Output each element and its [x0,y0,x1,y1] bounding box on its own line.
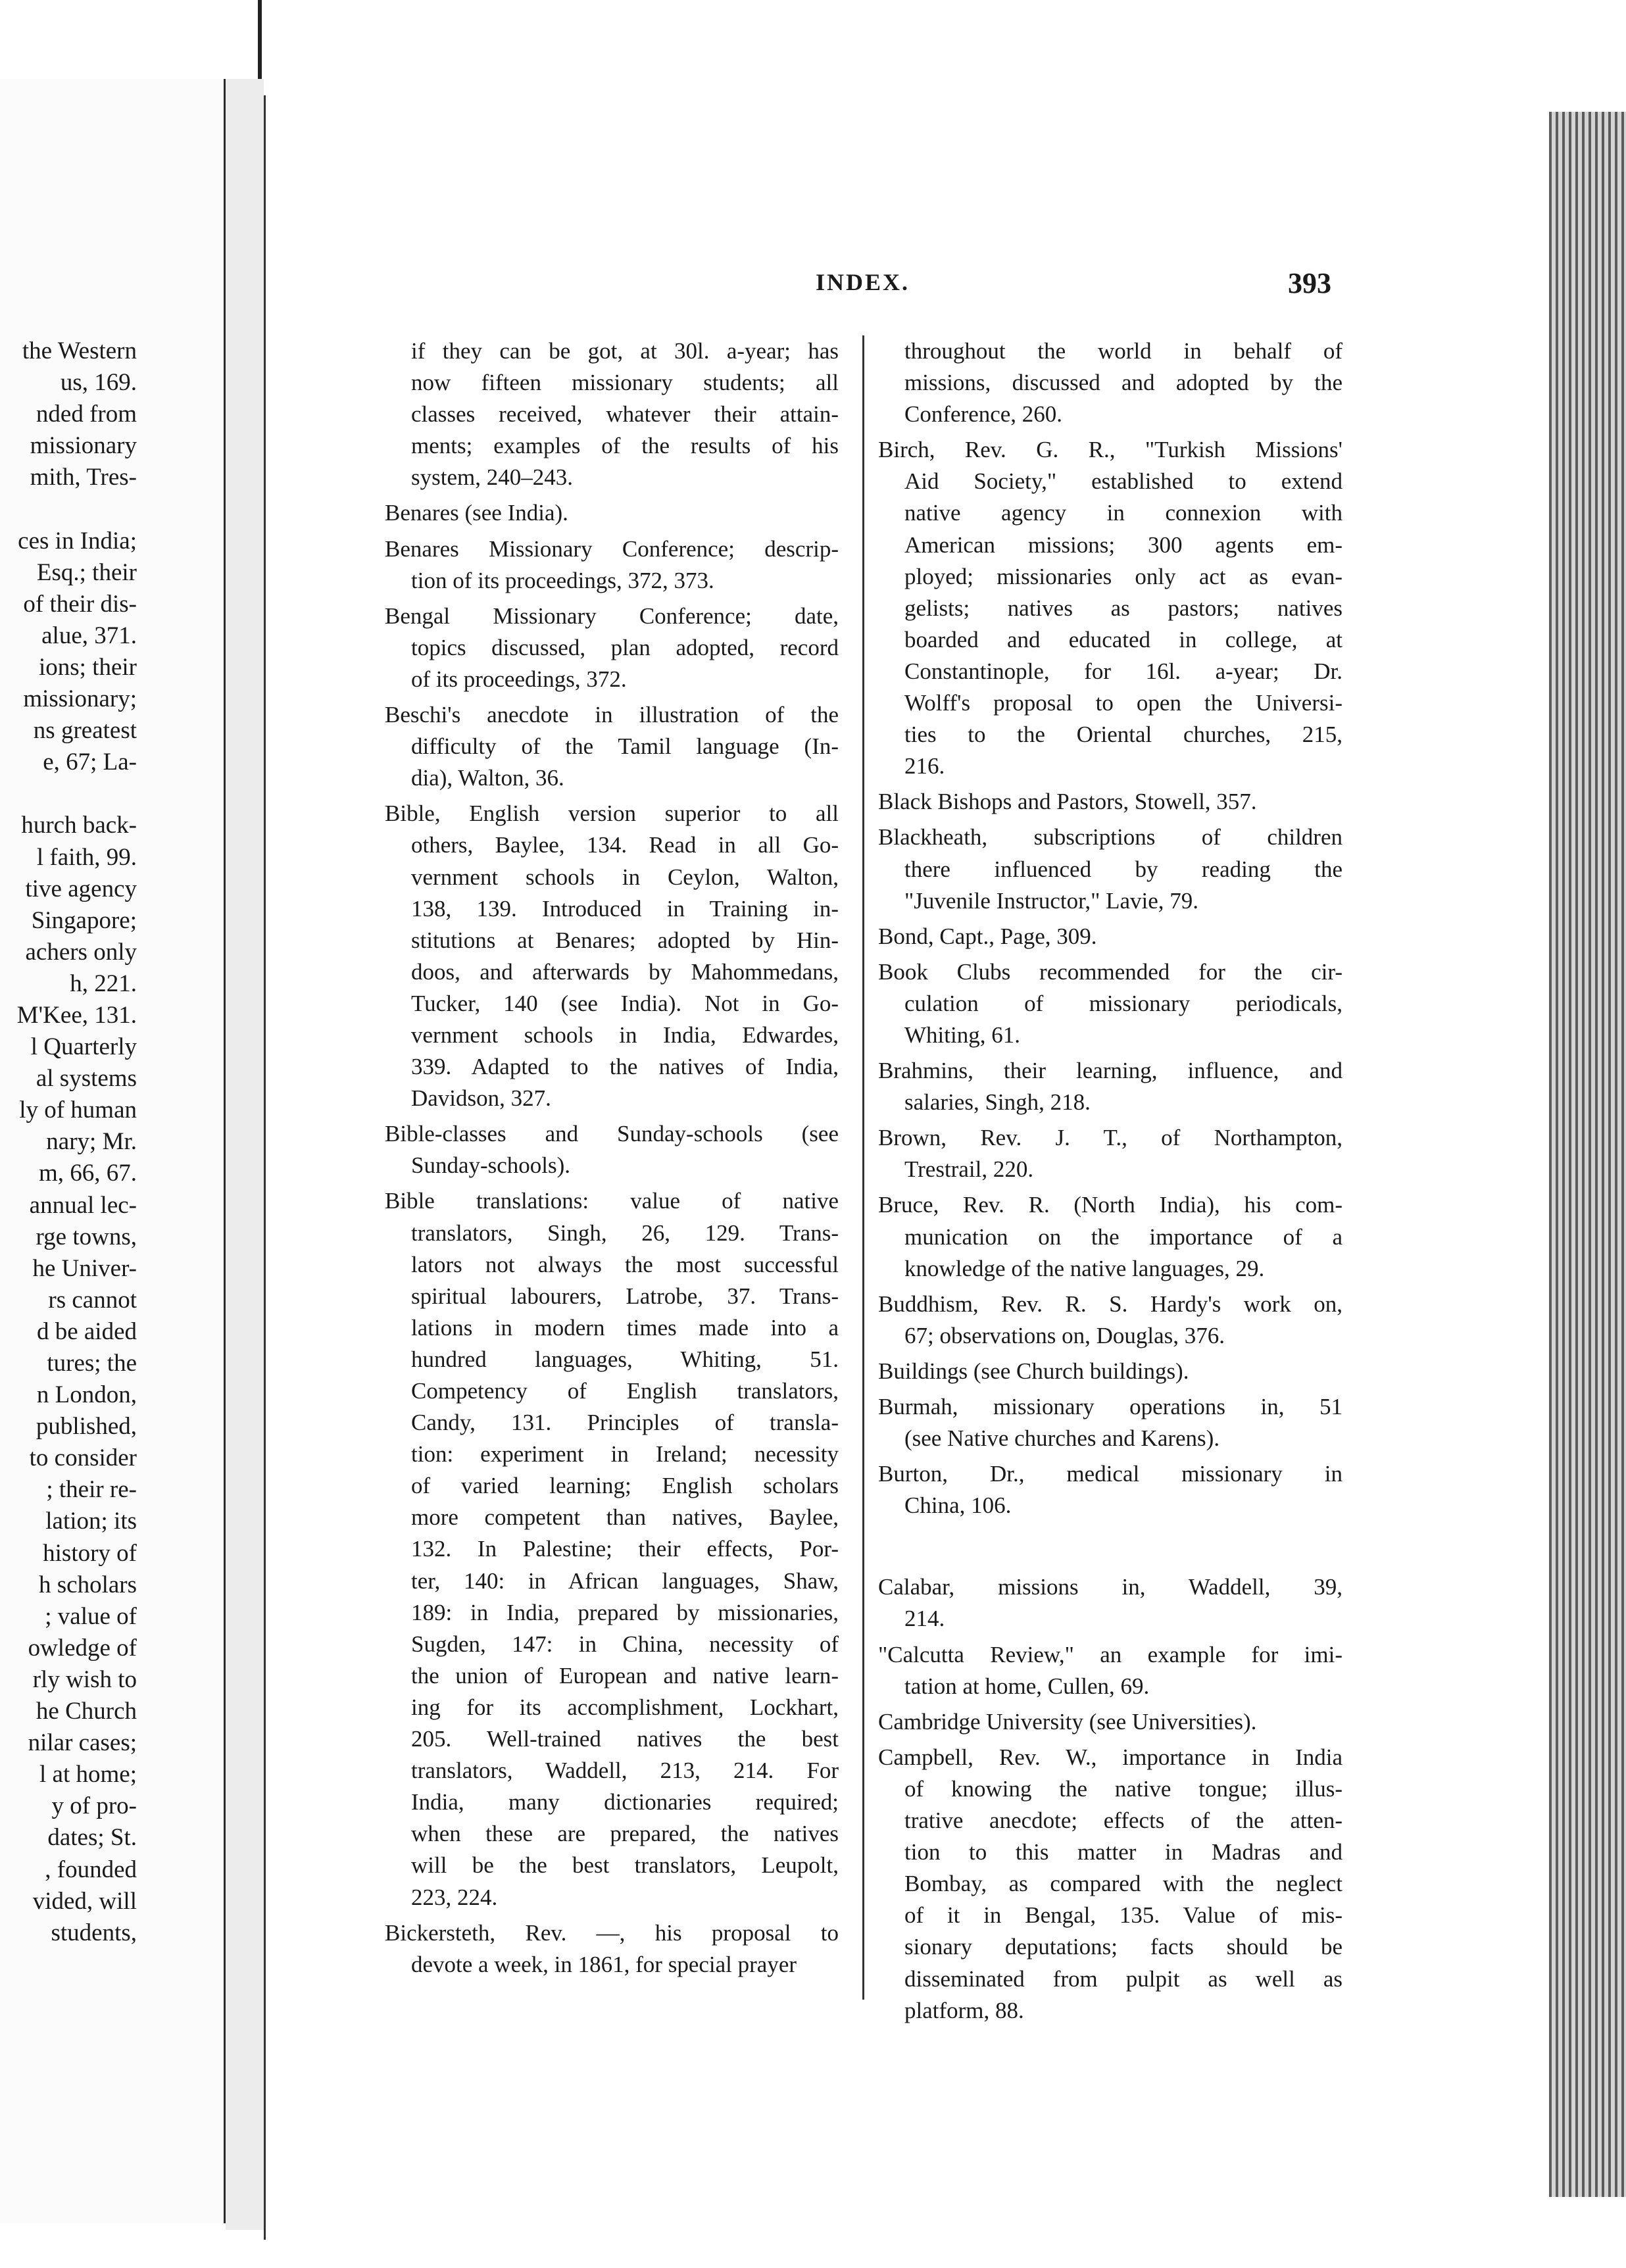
index-line: topics discussed, plan adopted, record [411,634,839,660]
facing-line: nary; Mr. [46,1128,137,1156]
index-entry [878,1639,1343,1702]
facing-line: missionary [30,432,137,460]
facing-line: alue, 371. [41,622,137,649]
running-header: INDEX. [816,269,910,295]
facing-line: of their dis- [23,590,137,618]
index-line: Beschi's anecdote in illustration of the [385,702,839,728]
index-line: ments; examples of the results of his [411,433,839,459]
index-line: "Calcutta Review," an example for imi- [878,1641,1343,1667]
facing-line: ns greatest [33,717,137,745]
facing-line: to consider [29,1444,137,1472]
index-line: Sunday-schools). [411,1152,571,1179]
facing-line: rs cannot [48,1286,137,1314]
facing-line: al systems [36,1065,137,1093]
index-line: 132. In Palestine; their effects, Por- [411,1536,839,1562]
facing-line: ly of human [19,1097,137,1124]
facing-line: achers only [25,938,137,966]
index-entry [878,1391,1343,1454]
index-line: knowledge of the native languages, 29. [904,1255,1265,1281]
index-line: 138, 139. Introduced in Training in- [411,895,839,922]
index-line: ing for its accomplishment, Lockhart, [411,1694,839,1720]
index-line: disseminated from pulpit as well as [904,1965,1343,1992]
index-line: Calabar, missions in, Waddell, 39, [878,1574,1343,1600]
index-line: Bruce, Rev. R. (North India), his com- [878,1192,1343,1218]
index-line: trative anecdote; effects of the atten- [904,1808,1343,1834]
index-entry [878,1571,1343,1635]
index-line: "Juvenile Instructor," Lavie, 79. [904,887,1199,914]
index-line: dia), Walton, 36. [411,765,564,791]
index-entry [878,921,1343,952]
index-line: ties to the Oriental churches, 215, [904,722,1343,748]
index-line: native agency in connexion with [904,500,1343,526]
index-line: Aid Society," established to extend [904,468,1343,495]
index-entry [385,798,839,1114]
column-divider [862,335,864,2000]
facing-line: h, 221. [70,970,137,997]
facing-line: us, 169. [60,369,137,397]
facing-line: n London, [36,1381,137,1409]
index-line: 214. [904,1606,945,1632]
index-line: there influenced by reading the [904,856,1343,882]
facing-line: he Univer- [32,1254,137,1282]
facing-line: e, 67; La- [43,749,137,776]
facing-line: l at home; [39,1761,137,1788]
book-gutter [226,79,264,2230]
index-line: Cambridge University (see Universities). [878,1708,1257,1735]
facing-line: Singapore; [31,906,137,934]
index-entry [385,533,839,597]
index-column-left [385,335,839,1985]
facing-line: dates; St. [47,1824,137,1852]
index-line: when these are prepared, the natives [411,1821,839,1847]
facing-line: hurch back- [21,812,137,839]
index-line: Bombay, as compared with the neglect [904,1871,1343,1897]
index-line: system, 240–243. [411,464,573,491]
index-line: Campbell, Rev. W., importance in India [878,1744,1343,1770]
index-line: gelists; natives as pastors; natives [904,595,1343,621]
index-line: Conference, 260. [904,401,1063,428]
index-line: Bond, Capt., Page, 309. [878,923,1097,949]
index-line: platform, 88. [904,1997,1024,2023]
index-line: now fifteen missionary students; all [411,370,839,396]
index-line: culation of missionary periodicals, [904,990,1343,1016]
facing-line: ; value of [45,1602,137,1630]
facing-line: l faith, 99. [36,843,137,871]
facing-line: the Western [22,337,137,364]
index-line: tation at home, Cullen, 69. [904,1673,1150,1699]
index-line: Bible, English version superior to all [385,801,839,827]
index-entry [878,434,1343,782]
index-entry [385,1185,839,1913]
letter-gap [878,1525,1343,1571]
index-line: spiritual labourers, Latrobe, 37. Trans- [411,1283,839,1309]
index-line: Brown, Rev. J. T., of Northampton, [878,1125,1343,1151]
facing-line: ions; their [38,653,137,681]
facing-line: he Church [36,1698,137,1725]
index-line: the union of European and native learn- [411,1662,839,1689]
index-line: 216. [904,753,945,779]
index-entry [385,601,839,695]
index-line: if they can be got, at 30l. a-year; has [411,338,839,364]
facing-line: nded from [36,401,137,428]
index-line: Burton, Dr., medical missionary in [878,1461,1343,1487]
index-line: boarded and educated in college, at [904,626,1343,653]
index-line: difficulty of the Tamil language (In- [411,733,839,760]
index-line: of varied learning; English scholars [411,1473,839,1499]
page-number: 393 [1288,267,1331,299]
index-line: munication on the importance of a [904,1223,1343,1250]
facing-line: ces in India; [18,527,137,555]
index-line: Benares Missionary Conference; descrip- [385,535,839,562]
facing-page [0,79,226,2223]
index-line: Bengal Missionary Conference; date, [385,603,839,629]
index-line: translators, Waddell, 213, 214. For [411,1758,839,1784]
index-entry [878,956,1343,1051]
index-line: hundred languages, Whiting, 51. [411,1346,839,1372]
facing-line: history of [43,1539,137,1567]
facing-line: students, [51,1919,137,1946]
index-entry [878,1458,1343,1521]
index-line: doos, and afterwards by Mahommedans, [411,958,839,985]
index-entry [878,1055,1343,1118]
index-line: of it in Bengal, 135. Value of mis- [904,1902,1343,1929]
index-line: China, 106. [904,1492,1012,1519]
index-entry [878,786,1343,818]
index-line: 223, 224. [411,1884,498,1910]
index-line: more competent than natives, Baylee, [411,1504,839,1531]
index-entry [385,1917,839,1981]
index-line: 339. Adapted to the natives of India, [411,1054,839,1080]
index-line: Competency of English translators, [411,1378,839,1404]
facing-line: rge towns, [36,1223,137,1250]
index-line: others, Baylee, 134. Read in all Go- [411,832,839,858]
index-line: Davidson, 327. [411,1085,551,1112]
index-line: translators, Singh, 26, 129. Trans- [411,1220,839,1246]
index-entry [878,822,1343,916]
index-line: ployed; missionaries only act as evan- [904,563,1343,589]
index-line: 67; observations on, Douglas, 376. [904,1322,1225,1348]
index-line: of its proceedings, 372. [411,666,627,692]
index-entry [385,699,839,794]
index-line: Bible translations: value of native [385,1188,839,1214]
index-line: 189: in India, prepared by missionaries, [411,1599,839,1625]
facing-line: nilar cases; [28,1729,137,1757]
index-line: tion: experiment in Ireland; necessity [411,1441,839,1467]
facing-line: M'Kee, 131. [16,1001,137,1029]
index-entry [878,1706,1343,1738]
facing-line: rly wish to [32,1665,137,1693]
facing-page-text [0,335,137,1949]
index-line: Candy, 131. Principles of transla- [411,1410,839,1436]
index-entry [878,335,1343,430]
index-line: sionary deputations; facts should be [904,1934,1343,1960]
index-line: vernment schools in Ceylon, Walton, [411,864,839,890]
index-line: of knowing the native tongue; illus- [904,1775,1343,1802]
index-line: vernment schools in India, Edwardes, [411,1022,839,1048]
index-line: lations in modern times made into a [411,1314,839,1341]
index-line: throughout the world in behalf of [904,338,1343,364]
facing-line [0,778,137,810]
index-line: Bickersteth, Rev. —, his proposal to [385,1919,839,1946]
index-entry [385,335,839,493]
facing-line: tive agency [25,875,137,902]
facing-line: ; their re- [46,1476,137,1504]
facing-line: published, [36,1413,137,1441]
index-line: American missions; 300 agents em- [904,531,1343,558]
index-line: Buildings (see Church buildings). [878,1358,1189,1384]
page-edges [1549,112,1626,2197]
facing-line [0,493,137,525]
index-line: tion to this matter in Madras and [904,1839,1343,1865]
facing-line: Esq.; their [36,558,137,586]
index-column-right [878,335,1343,2031]
index-line: Trestrail, 220. [904,1156,1034,1183]
index-line: 205. Well-trained natives the best [411,1726,839,1752]
index-line: Wolff's proposal to open the Universi- [904,690,1343,716]
index-line: salaries, Singh, 218. [904,1089,1091,1116]
index-line: Brahmins, their learning, influence, and [878,1058,1343,1084]
index-line: Bible-classes and Sunday-schools (see [385,1121,839,1147]
facing-line: lation; its [45,1508,137,1535]
index-line: devote a week, in 1861, for special prayer [411,1951,797,1977]
facing-line: tures; the [47,1350,137,1377]
facing-line: missionary; [23,685,137,713]
facing-line: mith, Tres- [30,464,137,491]
facing-line: annual lec- [29,1191,137,1219]
index-line: Burmah, missionary operations in, 51 [878,1394,1343,1419]
index-line: India, many dictionaries required; [411,1789,839,1815]
facing-line: l Quarterly [30,1033,137,1061]
index-line: missions, discussed and adopted by the [904,370,1343,396]
facing-line: d be aided [36,1318,137,1345]
index-line: will be the best translators, Leupolt, [411,1852,839,1879]
index-line: Buddhism, Rev. R. S. Hardy's work on, [878,1291,1343,1317]
facing-line: owledge of [28,1634,137,1662]
index-line: tion of its proceedings, 372, 373. [411,567,714,593]
index-line: Benares (see India). [385,500,568,526]
index-line: Tucker, 140 (see India). Not in Go- [411,990,839,1016]
facing-line: vided, will [32,1887,137,1915]
facing-line: h scholars [39,1571,137,1598]
index-entry [878,1742,1343,2027]
index-line: (see Native churches and Karens). [904,1425,1220,1452]
index-line: Black Bishops and Pastors, Stowell, 357. [878,789,1257,815]
facing-line: y of pro- [51,1792,137,1820]
index-entry [385,1118,839,1181]
index-line: classes received, whatever their attain- [411,401,839,428]
facing-line: m, 66, 67. [38,1160,137,1187]
index-line: ter, 140: in African languages, Shaw, [411,1567,839,1594]
index-entry [878,1356,1343,1387]
index-line: Blackheath, subscriptions of children [878,824,1343,851]
index-line: Birch, Rev. G. R., "Turkish Missions' [878,437,1343,463]
facing-line: , founded [45,1856,137,1883]
index-entry [878,1189,1343,1284]
index-entry [878,1289,1343,1352]
index-entry [878,1122,1343,1185]
index-entry [385,497,839,529]
index-line: lators not always the most successful [411,1251,839,1277]
index-line: Whiting, 61. [904,1022,1020,1048]
index-line: stitutions at Benares; adopted by Hin- [411,927,839,953]
index-line: Constantinople, for 16l. a-year; Dr. [904,658,1343,684]
index-line: Book Clubs recommended for the cir- [878,958,1343,985]
index-line: Sugden, 147: in China, necessity of [411,1631,839,1657]
